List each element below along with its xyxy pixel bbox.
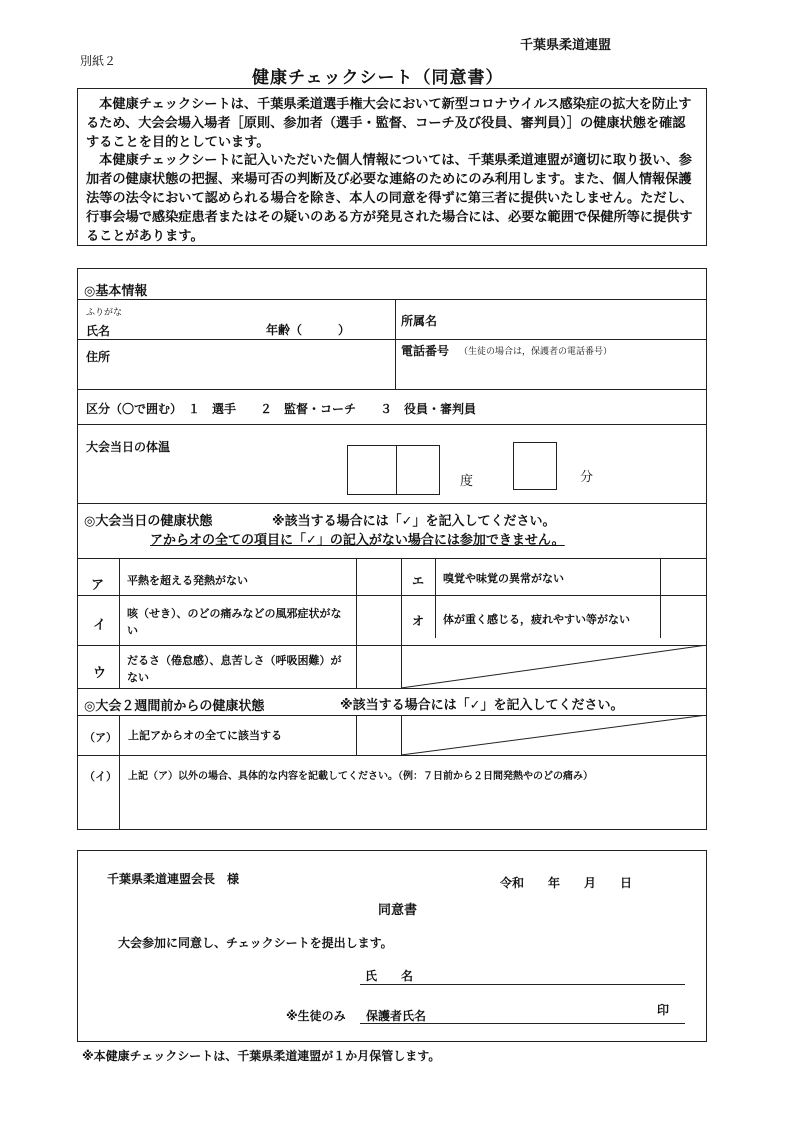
item-o-checkbox[interactable] bbox=[661, 596, 706, 644]
page-title: 健康チェックシート（同意書） bbox=[252, 68, 504, 88]
two-weeks-a-text: 上記アからオの全てに該当する bbox=[128, 729, 282, 742]
today-health-note: ※該当する場合には「✓」を記入してください。 bbox=[272, 514, 556, 529]
two-weeks-heading: ◎大会２週間前からの健康状態 bbox=[84, 699, 265, 714]
two-weeks-a-mark: （ア） bbox=[84, 731, 117, 744]
two-weeks-b-mark: （イ） bbox=[84, 770, 117, 783]
name-label: 氏名 bbox=[86, 324, 111, 338]
today-health-warning: アからオの全ての項目に「✓」の記入がない場合には参加できません。 bbox=[150, 533, 565, 548]
temperature-decimal-box[interactable] bbox=[513, 442, 557, 490]
consent-title: 同意書 bbox=[378, 903, 418, 918]
item-u-text: だるさ（倦怠感）、息苦しさ（呼吸困難）がない bbox=[127, 654, 342, 684]
two-weeks-note: ※該当する場合には「✓」を記入してください。 bbox=[340, 698, 624, 713]
unused-cell-slash-2 bbox=[401, 715, 707, 755]
attachment-label: 別紙２ bbox=[80, 54, 117, 68]
student-only-label: ※生徒のみ bbox=[286, 1009, 346, 1023]
seal-mark: 印 bbox=[657, 1003, 670, 1017]
temperature-minute-unit: 分 bbox=[580, 470, 594, 485]
item-i-checkbox[interactable] bbox=[357, 596, 400, 644]
basic-info-heading: ◎基本情報 bbox=[84, 284, 148, 299]
category-selector[interactable]: 区分（〇で囲む） １ 選手 ２ 監督・コーチ ３ 役員・審判員 bbox=[86, 402, 477, 416]
consent-name-label: 氏 名 bbox=[365, 969, 414, 983]
temperature-digit-1-box[interactable] bbox=[347, 445, 397, 495]
organization-name: 千葉県柔道連盟 bbox=[520, 38, 612, 53]
two-weeks-a-checkbox[interactable] bbox=[357, 716, 400, 754]
affiliation-label: 所属名 bbox=[401, 314, 438, 328]
temperature-degree-unit: 度 bbox=[460, 474, 474, 489]
consent-date: 令和 年 月 日 bbox=[500, 876, 633, 890]
item-u-mark: ウ bbox=[93, 666, 107, 681]
temperature-digit-2-box[interactable] bbox=[396, 445, 440, 495]
item-a-mark: ア bbox=[91, 578, 105, 593]
item-i-text: 咳（せき）、のどの痛みなどの風邪症状がない bbox=[127, 607, 342, 637]
item-u-checkbox[interactable] bbox=[357, 646, 400, 687]
temperature-label: 大会当日の体温 bbox=[86, 440, 171, 454]
today-health-heading: ◎大会当日の健康状態 bbox=[84, 514, 213, 529]
guardian-name-field[interactable] bbox=[440, 1002, 650, 1023]
two-weeks-b-text: 上記（ア）以外の場合、具体的な内容を記載してください。（例：７日前から２日間発熱やのどの痛み） bbox=[128, 771, 593, 782]
consent-body: 大会参加に同意し、チェックシートを提出します。 bbox=[118, 936, 393, 950]
unused-cell-slash bbox=[401, 645, 707, 688]
intro-paragraph-1: 本健康チェックシートは、千葉県柔道選手権大会において新型コロナウイルス感染症の拡大を防止するため、大会会場入場者［原則、参加者（選手・監督、コーチ及び役員、審判員）］の健康状態を確認することを目的としています。 bbox=[86, 97, 692, 150]
item-o-mark: オ bbox=[412, 614, 425, 628]
phone-note: （生徒の場合は，保護者の電話番号） bbox=[459, 347, 613, 357]
address-label: 住所 bbox=[86, 350, 111, 364]
item-a-checkbox[interactable] bbox=[357, 559, 400, 594]
two-weeks-b-details-field[interactable] bbox=[122, 785, 702, 827]
item-o-text: 体が重く感じる，疲れやすい等がない bbox=[443, 613, 630, 626]
consent-addressee: 千葉県柔道連盟会長 様 bbox=[107, 872, 240, 886]
intro-box bbox=[77, 88, 707, 246]
furigana-label: ふりがな bbox=[86, 308, 123, 318]
guardian-name-label: 保護者氏名 bbox=[366, 1009, 427, 1023]
consent-name-field[interactable] bbox=[440, 962, 680, 984]
intro-paragraph-2: 本健康チェックシートに記入いただいた個人情報については、千葉県柔道連盟が適切に取り扱い、参加者の健康状態の把握、来場可否の判断及び必要な連絡のためにのみ利用します。また、個人情報保護法等の法令において認められる場合を除き、本人の同意を得ずに第三者に提供いたしません。ただし、行事会場で感染症患者またはその疑いのある方が発見された場合には、必要な範囲で保健所等に提供することがあります。 bbox=[86, 153, 693, 244]
age-label: 年齢（ ） bbox=[266, 323, 351, 337]
footer-note: ※本健康チェックシートは、千葉県柔道連盟が１か月保管します。 bbox=[82, 1049, 441, 1063]
item-e-text: 嗅覚や味覚の異常がない bbox=[443, 572, 564, 585]
age-field[interactable] bbox=[355, 315, 395, 335]
item-i-mark: イ bbox=[93, 618, 107, 633]
item-e-checkbox[interactable] bbox=[661, 559, 706, 594]
item-a-text: 平熱を超える発熱がない bbox=[127, 574, 248, 587]
phone-label: 電話番号 bbox=[401, 344, 450, 358]
item-e-mark: エ bbox=[412, 574, 425, 588]
